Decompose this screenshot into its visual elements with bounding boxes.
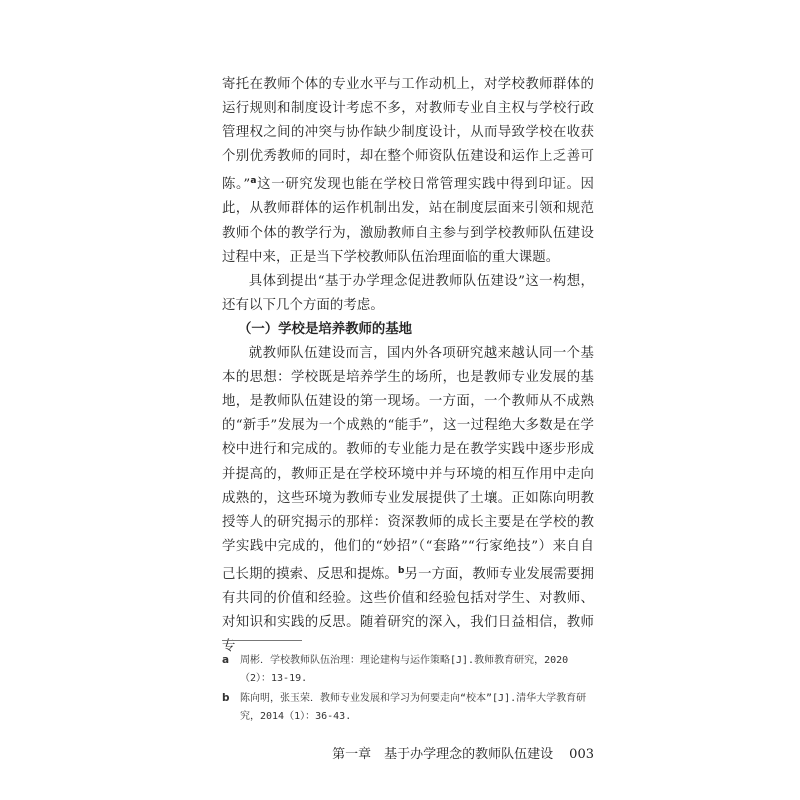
paragraph-2: 具体到提出“基于办学理念促进教师队伍建设”这一构想，还有以下几个方面的考虑。 bbox=[222, 273, 594, 313]
running-footer bbox=[0, 743, 594, 762]
paragraph-3 bbox=[222, 342, 594, 659]
paragraph-3-text: 就教师队伍建设而言，国内外各项研究越来越认同一个基本的思想：学校既是培养学生的场所，也是教师专业发展的基地，是教师队伍建设的第一现场。一方面，一个教师从不成熟的“新手”发展为一个成熟的“能手”，这一过程绝大多数是在学校中进行和完成的。教师的专业能力是在教学实践中逐步形成并提高的，教师正是在学校环境中并与环境的相互作用中走向成熟的，这些环境为教师专业发展提供了土壤。正如陈向明教授等人的研究揭示的那样：资深教师的成长主要是在学校的教学实践中完成的，他们的“妙招”（“套路”“行家绝技”）来自自己长期的摸索、反思和提炼。 bbox=[222, 346, 594, 582]
footnote-a bbox=[222, 652, 594, 687]
footnote-separator bbox=[222, 640, 302, 641]
footnotes bbox=[222, 652, 594, 728]
footnote-marker-b: b bbox=[222, 692, 230, 704]
footnote-text-a: 周彬．学校教师队伍治理：理论建构与运作策略[J].教师教育研究，2020（2）：13-19. bbox=[240, 655, 569, 684]
paragraph-1-tail: 这一研究发现也能在学校日常管理实践中得到印证。因此，从教师群体的运作机制出发，站在制度层面来引领和规范教师个体的教学行为，激励教师自主参与到学校教师队伍建设过程中来，正是当下学校教师队伍治理面临的重大课题。 bbox=[222, 177, 594, 265]
footnote-b bbox=[222, 690, 594, 725]
footnote-marker-a: a bbox=[222, 654, 230, 666]
footnote-ref-b: b bbox=[397, 565, 405, 576]
chapter-title: 第一章 基于办学理念的教师队伍建设 bbox=[332, 747, 554, 762]
footnote-ref-a: a bbox=[250, 176, 257, 187]
paragraph-1 bbox=[222, 73, 594, 270]
paragraph-3-tail: 另一方面，教师专业发展需要拥有共同的价值和经验。这些价值和经验包括对学生、对教师、对知识和实践的反思。随着研究的深入，我们日益相信，教师专 bbox=[222, 566, 594, 655]
section-heading: （一）学校是培养教师的基地 bbox=[238, 321, 413, 337]
paragraph-1-text: 寄托在教师个体的专业水平与工作动机上，对学校教师群体的运行规则和制度设计考虑不多，对教师专业自主权与学校行政管理权之间的冲突与协作缺少制度设计，从而导致学校在收获个别优秀教师的同时，却在整个师资队伍建设和运作上乏善可陈。” bbox=[222, 77, 594, 193]
footnote-text-b: 陈向明，张玉荣．教师专业发展和学习为何要走向“校本”[J].清华大学教育研究，2014（1）：36-43. bbox=[240, 693, 587, 722]
body-text bbox=[222, 73, 594, 659]
page-number: 003 bbox=[569, 747, 594, 762]
